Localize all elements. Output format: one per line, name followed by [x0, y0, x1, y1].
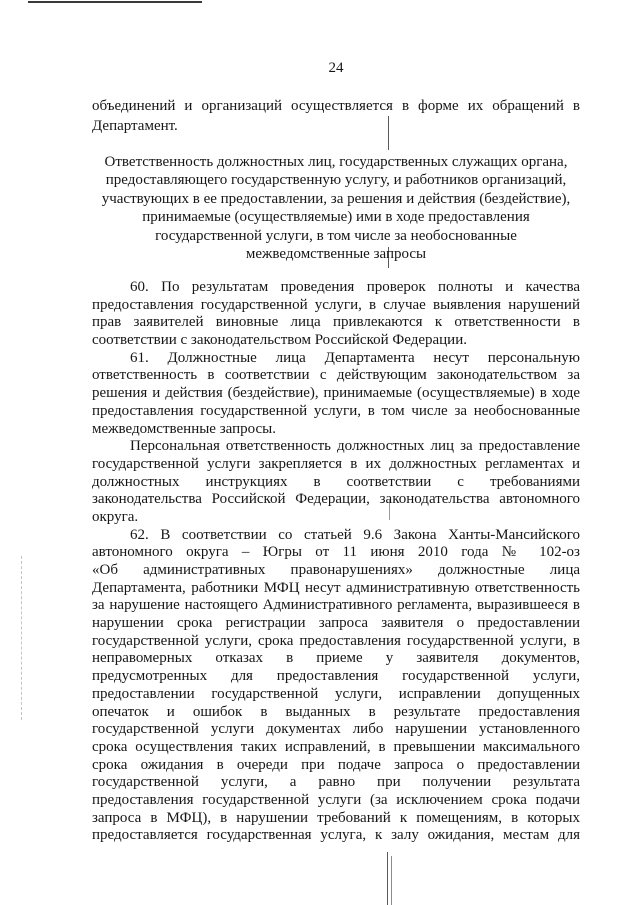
text-line: округа.	[92, 508, 139, 525]
paragraph-61	[92, 350, 580, 438]
paragraph-62	[92, 527, 580, 845]
scan-artifact-line	[387, 852, 388, 905]
text-line: за нарушение настоящего Административного регламента, выразившееся в	[92, 597, 580, 614]
paragraph-personal-responsibility	[92, 438, 580, 526]
heading-line: принимаемые (осуществляемые) ими в ходе предоставления	[142, 209, 530, 226]
text-line: законодательства Российской Федерации, законодательства автономного	[92, 491, 580, 508]
scan-artifact-line	[28, 1, 202, 3]
text-line: решения и действия (бездействие), принимаемые (осуществляемые) в ходе	[92, 385, 580, 402]
text-line: опечаток и ошибок в выданных в результате предоставления	[92, 703, 580, 720]
text-line: срока ожидания в очереди при подаче запроса о предоставлении	[92, 756, 580, 773]
text-line: государственной услуги, срока предоставления государственной услуги, в	[92, 632, 580, 649]
text-line: 60. По результатам проведения проверок полноты и качества	[130, 279, 580, 295]
scan-artifact-line	[391, 856, 392, 905]
text-line: автономного округа – Югры от 11 июня 2010 года № 102-оз	[92, 544, 580, 561]
text-line: государственной услуги документах либо нарушении установленного	[92, 721, 580, 738]
text-line: предусмотренных для предоставления государственной услуги,	[92, 668, 580, 685]
text-line: запроса в МФЦ), в нарушении требований к помещениям, в которых	[92, 809, 580, 826]
text-line: предоставляется государственная услуга, к залу ожидания, местам для	[92, 827, 580, 844]
text-line: срока осуществления таких исправлений, в превышении максимального	[92, 738, 580, 755]
text-line: предоставления государственной услуги, в случае выявления нарушений	[92, 296, 580, 313]
text-line: Персональная ответственность должностных лиц за предоставление	[130, 438, 580, 455]
paragraph-continuation	[92, 96, 580, 136]
page-number: 24	[328, 60, 344, 76]
text-line: 61. Должностные лица Департамента несут персональную	[130, 349, 580, 366]
heading-line: государственной услуги, в том числе за необоснованные	[155, 227, 517, 244]
text-line: нарушении срока регистрации запроса заявителя о предоставлении	[92, 615, 580, 632]
text-line: «Об административных правонарушениях» должностные лица	[92, 562, 580, 578]
text-line: Департамент.	[92, 118, 178, 134]
text-line: неправомерных отказах в приеме у заявителя документов,	[92, 650, 580, 667]
text-line: государственной услуги, а равно при получении результата	[92, 774, 580, 791]
text-line: ответственность в соответствии с действующим законодательством за	[92, 367, 580, 384]
text-line: соответствии с законодательством Российской Федерации.	[92, 332, 467, 349]
text-line: Департамента, работники МФЦ несут административную ответственность	[92, 579, 580, 596]
text-line: предоставления государственной услуги (за исключением срока подачи	[92, 791, 580, 808]
heading-line: предоставляющего государственную услугу, и работников организаций,	[105, 172, 567, 189]
paragraph-60	[92, 279, 580, 350]
scan-artifact-line	[21, 556, 22, 720]
heading-line: Ответственность должностных лиц, государственных служащих органа,	[104, 154, 568, 170]
text-line: объединений и организаций осуществляется в форме их обращений в	[92, 98, 580, 114]
text-line: межведомственные запросы.	[92, 420, 276, 437]
text-line: государственной услуги закрепляется в их должностных регламентах и	[92, 455, 580, 472]
text-line: предоставлении государственной услуги, исправлении допущенных	[92, 685, 580, 702]
heading-line: участвующих в ее предоставлении, за решения и действия (бездействие),	[101, 190, 571, 207]
section-heading	[92, 153, 580, 263]
heading-line: межведомственные запросы	[245, 245, 427, 262]
text-line: прав заявителей виновные лица привлекаются к ответственности в	[92, 314, 580, 331]
text-line: предоставления государственной услуги, в том числе за необоснованные	[92, 402, 580, 419]
body-text	[92, 279, 580, 845]
text-line: должностных инструкциях в соответствии с требованиями	[92, 473, 580, 490]
text-line: 62. В соответствии со статьей 9.6 Закона Ханты-Мансийского	[130, 526, 580, 543]
